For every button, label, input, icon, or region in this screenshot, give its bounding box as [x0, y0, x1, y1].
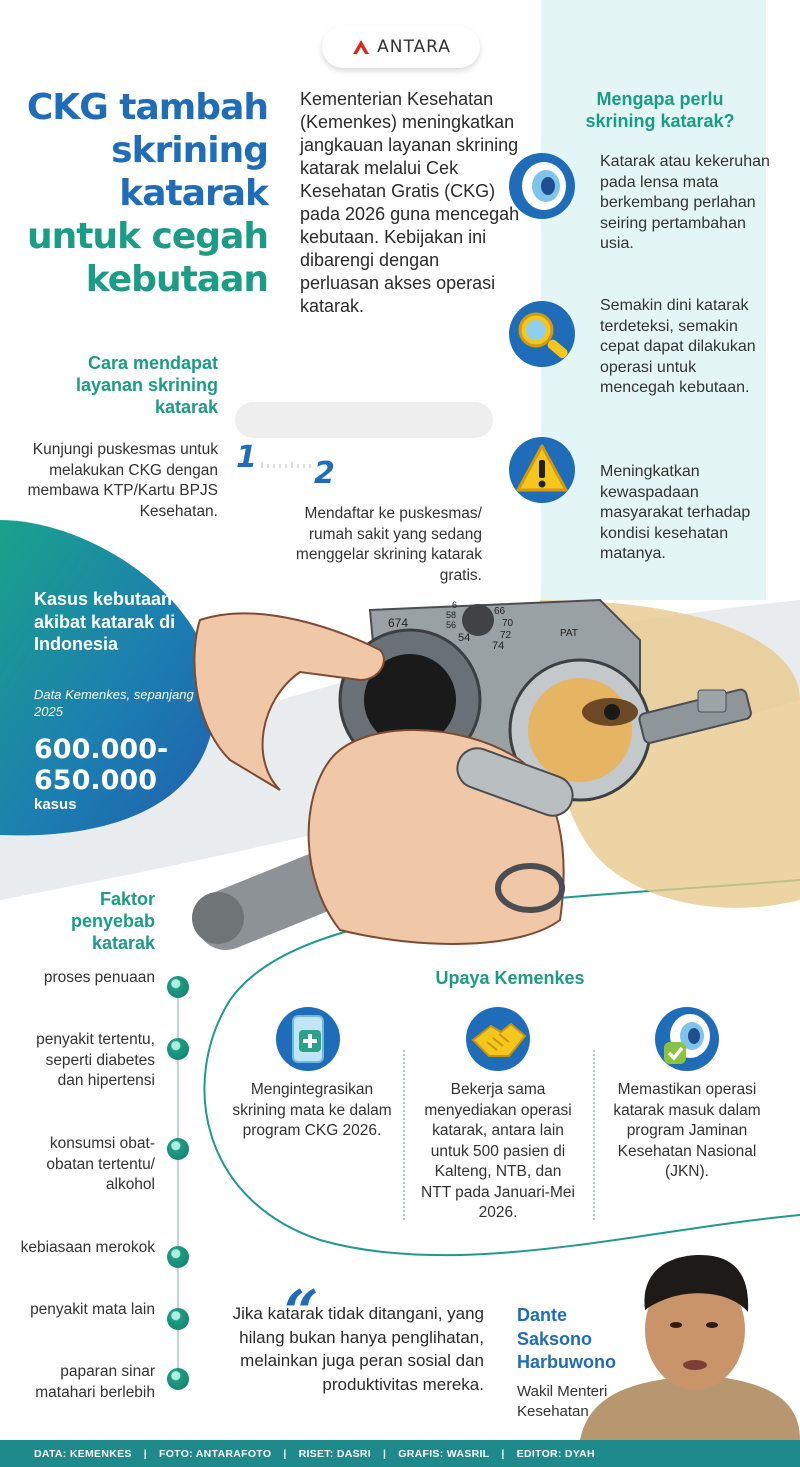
faktor-item-5: penyakit mata lain	[30, 1301, 155, 1318]
title-line-1: CKG tambah	[26, 87, 268, 128]
kasus-title: Kasus kebutaan akibat katarak di Indonesia	[34, 589, 176, 654]
why-item-2-text: Semakin dini katarak terdeteksi, semakin cepat dapat dilakukan operasi untuk mencegah kebutaan.	[600, 297, 756, 396]
credit-editor: EDITOR: DYAH	[516, 1447, 595, 1460]
handshake-icon	[465, 1006, 531, 1072]
upaya-title: Upaya Kemenkes	[435, 968, 585, 988]
magnifier-icon	[508, 300, 576, 368]
frame-scale-f: 56	[446, 620, 457, 630]
warning-icon	[508, 436, 576, 504]
speaker-name-line-1: Dante	[517, 1305, 568, 1325]
faktor-dot-icon	[167, 1368, 189, 1390]
faktor-dot-icon	[167, 1246, 189, 1268]
title-line-3: katarak	[119, 173, 268, 214]
kasus-source: Data Kemenkes, sepanjang 2025	[34, 687, 194, 719]
frame-scale-e: 54	[458, 632, 471, 644]
faktor-dot-icon	[167, 1308, 189, 1330]
speaker-name-line-3: Harbuwono	[517, 1352, 616, 1372]
credit-separator: |	[501, 1447, 505, 1460]
step-ruler	[262, 462, 310, 468]
faktor-title: Faktor penyebab katarak	[70, 889, 155, 953]
step-1-number: 1	[236, 440, 257, 475]
frame-scale-a: 66	[494, 606, 506, 617]
frame-label-right: PAT	[560, 628, 578, 639]
quote-mark-icon: “	[284, 1278, 319, 1348]
health-phone-icon	[275, 1006, 341, 1072]
upaya-separator	[403, 1050, 405, 1220]
step-1-text: Kunjungi puskesmas untuk melakukan CKG dengan membawa KTP/Kartu BPJS Kesehatan.	[27, 441, 218, 520]
why-item-1-text: Katarak atau kekeruhan pada lensa mata berkembang perlahan seiring pertambahan usia.	[600, 153, 770, 252]
eye-icon	[508, 152, 576, 220]
speaker-name	[517, 1304, 637, 1375]
faktor-dot-icon	[167, 976, 189, 998]
faktor-dot-icon	[167, 1038, 189, 1060]
credit-foto: FOTO: ANTARAFOTO	[158, 1447, 272, 1460]
speaker-role: Wakil Menteri Kesehatan	[517, 1383, 608, 1420]
page-title	[10, 86, 268, 301]
frame-scale-d: 74	[492, 640, 505, 652]
upaya-item-1-text: Mengintegrasikan skrining mata ke dalam program CKG 2026.	[232, 1081, 392, 1139]
kasus-value-line-1: 600.000-	[34, 734, 169, 765]
credit-separator: |	[283, 1447, 287, 1460]
faktor-item-2: penyakit tertentu, seperti diabetes dan hipertensi	[36, 1031, 155, 1089]
faktor-item-3: konsumsi obat-obatan tertentu/ alkohol	[46, 1135, 155, 1193]
antara-logo	[322, 26, 480, 68]
step-2-number: 2	[314, 456, 335, 491]
title-line-2: skrining	[111, 130, 268, 171]
speaker-name-line-2: Saksono	[517, 1328, 593, 1349]
cara-title: Cara mendapat layanan skrining katarak	[75, 353, 218, 417]
kasus-unit: kasus	[34, 796, 77, 813]
quote-text: Jika katarak tidak ditangani, yang hilang bukan hanya penglihatan, melainkan juga peran sosial dan produktivitas mereka.	[232, 1304, 484, 1394]
kasus-value-line-2: 650.000	[34, 765, 157, 796]
faktor-item-4: kebiasaan merokok	[20, 1239, 155, 1256]
step-2-text: Mendaftar ke puskesmas/ rumah sakit yang sedang menggelar skrining katarak gratis.	[295, 505, 482, 584]
upaya-separator	[593, 1050, 595, 1220]
upaya-item-2-text: Bekerja sama menyediakan operasi katarak, antara lain untuk 500 pasien di Kalteng, NTB, dan NTT pada Januari-Mei 2026.	[421, 1081, 575, 1221]
title-line-4: untuk cegah	[26, 216, 268, 257]
logo-text: ANTARA	[377, 37, 451, 57]
faktor-dot-icon	[167, 1138, 189, 1160]
faktor-item-1: proses penuaan	[43, 969, 155, 986]
why-item-3-text: Meningkatkan kewaspadaan masyarakat terhadap kondisi kesehatan matanya.	[600, 463, 751, 562]
eye-check-icon	[654, 1006, 720, 1072]
faktor-item-6: paparan sinar matahari berlebih	[35, 1363, 155, 1401]
credit-riset: RISET: DASRI	[298, 1447, 372, 1460]
why-title: Mengapa perlu skrining katarak?	[585, 89, 735, 131]
frame-scale-b: 70	[502, 618, 514, 629]
frame-scale-h: 6	[452, 600, 458, 610]
credits-footer	[0, 1440, 800, 1467]
credit-separator: |	[143, 1447, 147, 1460]
frame-scale-c: 72	[500, 630, 512, 641]
upaya-item-3-text: Memastikan operasi katarak masuk dalam program Jaminan Kesehatan Nasional (JKN).	[613, 1081, 761, 1180]
antara-logo-icon	[351, 38, 371, 56]
credit-data: DATA: KEMENKES	[34, 1447, 132, 1460]
kasus-value	[34, 734, 224, 796]
frame-scale-g: 58	[446, 610, 457, 620]
credit-grafis: GRAFIS: WASRIL	[398, 1447, 490, 1460]
credit-separator: |	[383, 1447, 387, 1460]
frame-label-left: 674	[388, 616, 409, 630]
step-pill	[235, 402, 493, 438]
intro-paragraph: Kementerian Kesehatan (Kemenkes) meningkatkan jangkauan layanan skrining katarak melalui Cek Kesehatan Gratis (CKG) pada 2026 guna mencegah kebutaan. Kebijakan ini dibarengi dengan perluasan akses operasi katarak.	[300, 89, 520, 316]
title-line-5: kebutaan	[85, 259, 268, 300]
